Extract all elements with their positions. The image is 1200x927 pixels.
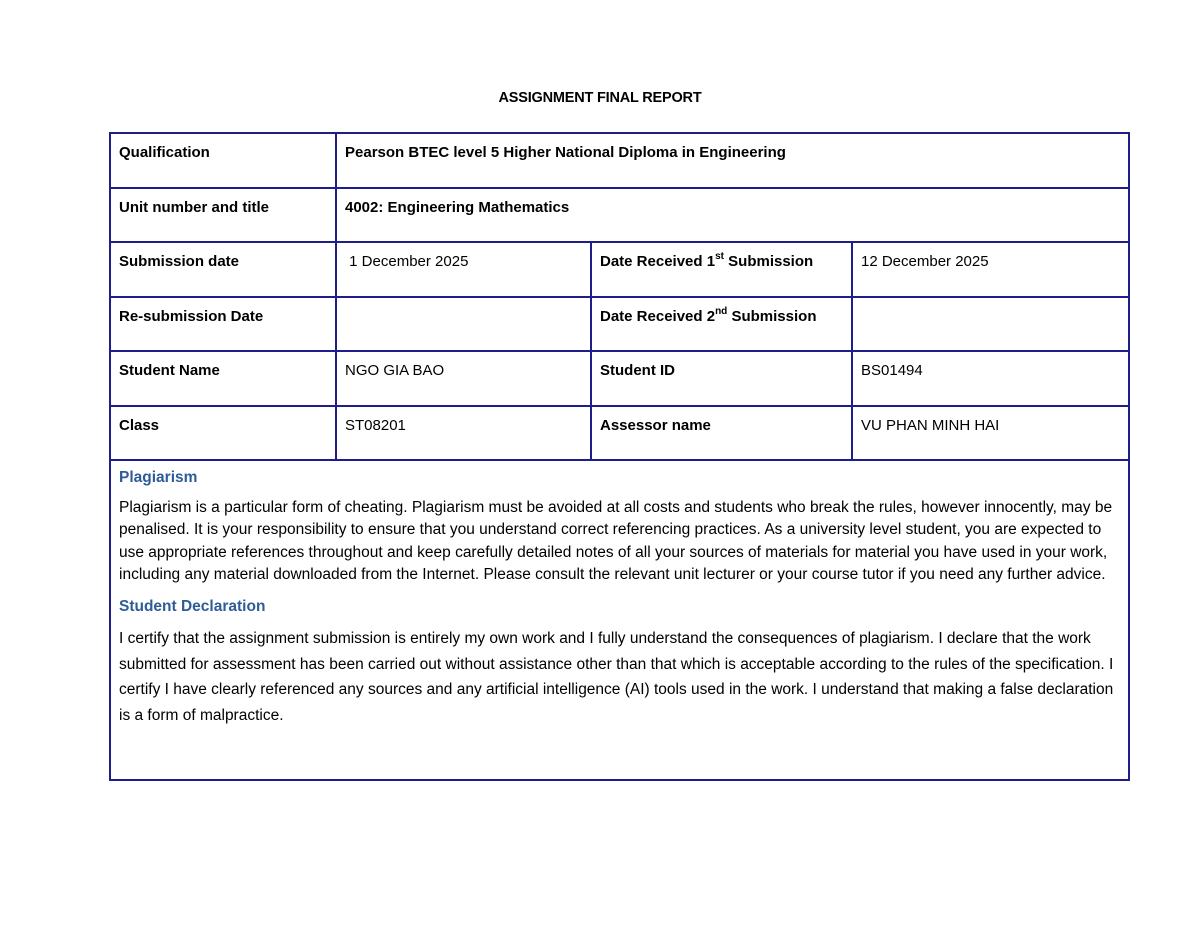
unit-value: 4002: Engineering Mathematics — [336, 188, 1129, 243]
report-title: ASSIGNMENT FINAL REPORT — [498, 90, 702, 106]
assessor-name-value: VU PHAN MINH HAI — [852, 406, 1129, 461]
date-received-first-label-text: Date Received 1 — [600, 253, 716, 270]
plagiarism-heading: Plagiarism — [119, 469, 198, 486]
qualification-row — [110, 133, 1129, 188]
class-label: Class — [110, 406, 336, 461]
date-received-second-label-suffix: Submission — [727, 307, 817, 325]
submission-date-text: 1 December 2025 — [349, 253, 469, 270]
qualification-value: Pearson BTEC level 5 Higher National Diploma in Engineering — [336, 133, 1129, 188]
declaration-text: I certify that the assignment submission is entirely my own work and I fully understand the consequences of plagiarism. I declare that the work submitted for assessment has been carried out without assistance other than that which is acceptable according to the rules of the specification. I certify I have clearly referenced any sources and any artificial intelligence (AI) tools used in the work. I understand that making a false declaration is a form of malpractice. — [119, 630, 1114, 724]
submission-date-value — [336, 242, 591, 297]
plagiarism-text: Plagiarism is a particular form of cheating. Plagiarism must be avoided at all costs and students who break the rules, however innocently, may be penalised. It is your responsibility to ensure that you understand correct referencing practices. As a university level student, you are expected to use appropriate references throughout and keep carefully detailed notes of all your sources of materials for material you have used in your work, including any material downloaded from the Internet. Please consult the relevant unit lecturer or your course tutor if you need any further advice. — [119, 499, 1113, 583]
student-id-value: BS01494 — [852, 351, 1129, 406]
date-received-first-sup: st — [715, 251, 724, 262]
assessor-name-label: Assessor name — [591, 406, 852, 461]
unit-label: Unit number and title — [110, 188, 336, 243]
unit-row — [110, 188, 1129, 243]
student-id-label: Student ID — [591, 351, 852, 406]
date-received-first-label — [591, 242, 852, 297]
student-name-value: NGO GIA BAO — [336, 351, 591, 406]
resubmission-row — [110, 297, 1129, 352]
date-received-first-value: 12 December 2025 — [852, 242, 1129, 297]
class-row — [110, 406, 1129, 461]
qualification-label: Qualification — [110, 133, 336, 188]
declaration-heading: Student Declaration — [119, 598, 266, 616]
student-row — [110, 351, 1129, 406]
date-received-second-label — [591, 297, 852, 352]
notes-cell — [110, 460, 1129, 780]
date-received-second-value — [852, 297, 1129, 352]
date-received-second-sup: nd — [715, 305, 728, 317]
submission-date-label: Submission date — [110, 242, 336, 297]
assignment-form-table — [109, 132, 1130, 781]
class-value: ST08201 — [336, 406, 591, 461]
resubmission-date-value — [336, 297, 591, 352]
submission-row — [110, 242, 1129, 297]
resubmission-date-label: Re-submission Date — [110, 297, 336, 352]
notes-row — [110, 460, 1129, 780]
date-received-first-label-suffix: Submission — [723, 253, 814, 270]
student-name-label: Student Name — [110, 351, 336, 406]
date-received-second-label-text: Date Received 2 — [600, 307, 716, 325]
